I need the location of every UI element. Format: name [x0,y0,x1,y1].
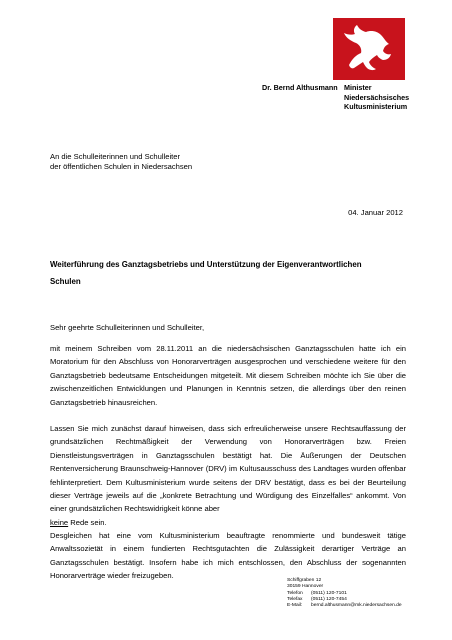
letter-date: 04. Januar 2012 [348,208,403,217]
addressee [50,152,192,172]
sender-title-line: Niedersächsisches [344,92,410,102]
sender-name: Dr. Bernd Althusmann [262,83,338,92]
footer-contact [287,578,402,609]
footer-phone-label: Telefon [287,590,303,596]
paragraph-2-text: Lassen Sie mich zunächst darauf hinweisen, dass sich erfreulicherweise unsere Rechtsauffassung der grundsätzlichen Rechtmäßigkeit der Verwendung von Honorarverträgen bzw. Freien Dienstleistungsverträgen in Ganztagsschulen bestätigt hat. Die Äußerungen der Deutschen Rentenversicherung Braunschweig-Hannover (DRV) im Kultusausschuss des Landtages wurden offenbar fehlinterpretiert. Dem Kultusministerium wurde seitens der DRV bestätigt, dass es bei der Beurteilung dieser Verträge jeweils auf die „konkrete Betrachtung und Würdigung des Einzelfalles“ ankommt. Von einer grundsätzlichen Rechtswidrigkeit könne aber [50,424,406,514]
footer-email-label: E-Mail: [287,603,303,609]
paragraph-3: Desgleichen hat eine vom Kultusministerium beauftragte renommierte und bundesweit tätige Anwaltssozietät in einem fundierten Rechtsgutachten die Zulässigkeit derartiger Verträge an Ganztagsschulen bestätigt. Insofern habe ich mich entschlossen, den Abschluss der sogenannten Honorarverträge wieder freizugeben. [50,531,406,581]
emphasis-underlined: keine [50,517,69,527]
paragraph-2 [50,422,406,529]
salutation: Sehr geehrte Schulleiterinnen und Schulleiter, [50,323,205,332]
footer-phone: (0511) 120-7101 [311,590,347,596]
subject-line: Weiterführung des Ganztagsbetriebs und Unterstützung der Eigenverantwortlichen [50,260,362,269]
footer-fax-label: Telefax [287,596,303,602]
footer-email-row [287,603,402,609]
addressee-line: An die Schulleiterinnen und Schulleiter [50,152,181,161]
lower-saxony-horse-emblem-icon [333,18,405,80]
subject-line: Schulen [50,277,81,286]
addressee-line: der öffentlichen Schulen in Niedersachsen [50,162,193,172]
paragraph-1: mit meinem Schreiben vom 28.11.2011 an die niedersächsischen Ganztagsschulen hatte ich ein Moratorium für den Abschluss von Honorarverträgen ausgesprochen und verschiedene weitere für den Ganztagsbetrieb bedeutsame Entscheidungen mitgeteilt. Mit diesem Schreiben möchte ich Sie über die zwischenzeitlichen Entwicklungen und Planungen in Kenntnis setzen, die allerdings über den reinen Ganztagsbetrieb hinausreichen. [50,344,406,407]
footer-fax: (0511) 120-7454 [311,596,347,602]
footer-street: Schiffgraben 12 [287,578,322,583]
sender-title-line: Kultusministerium [344,102,408,112]
footer-email[interactable]: bernd.althusmann@mk.niedersachsen.de [311,603,402,609]
sender-title [344,83,409,112]
footer-city: 30159 Hannover [287,584,324,590]
sender-title-line: Minister [344,83,372,92]
paragraph-2-end: Rede sein. [68,517,107,527]
letter-subject [50,256,406,290]
